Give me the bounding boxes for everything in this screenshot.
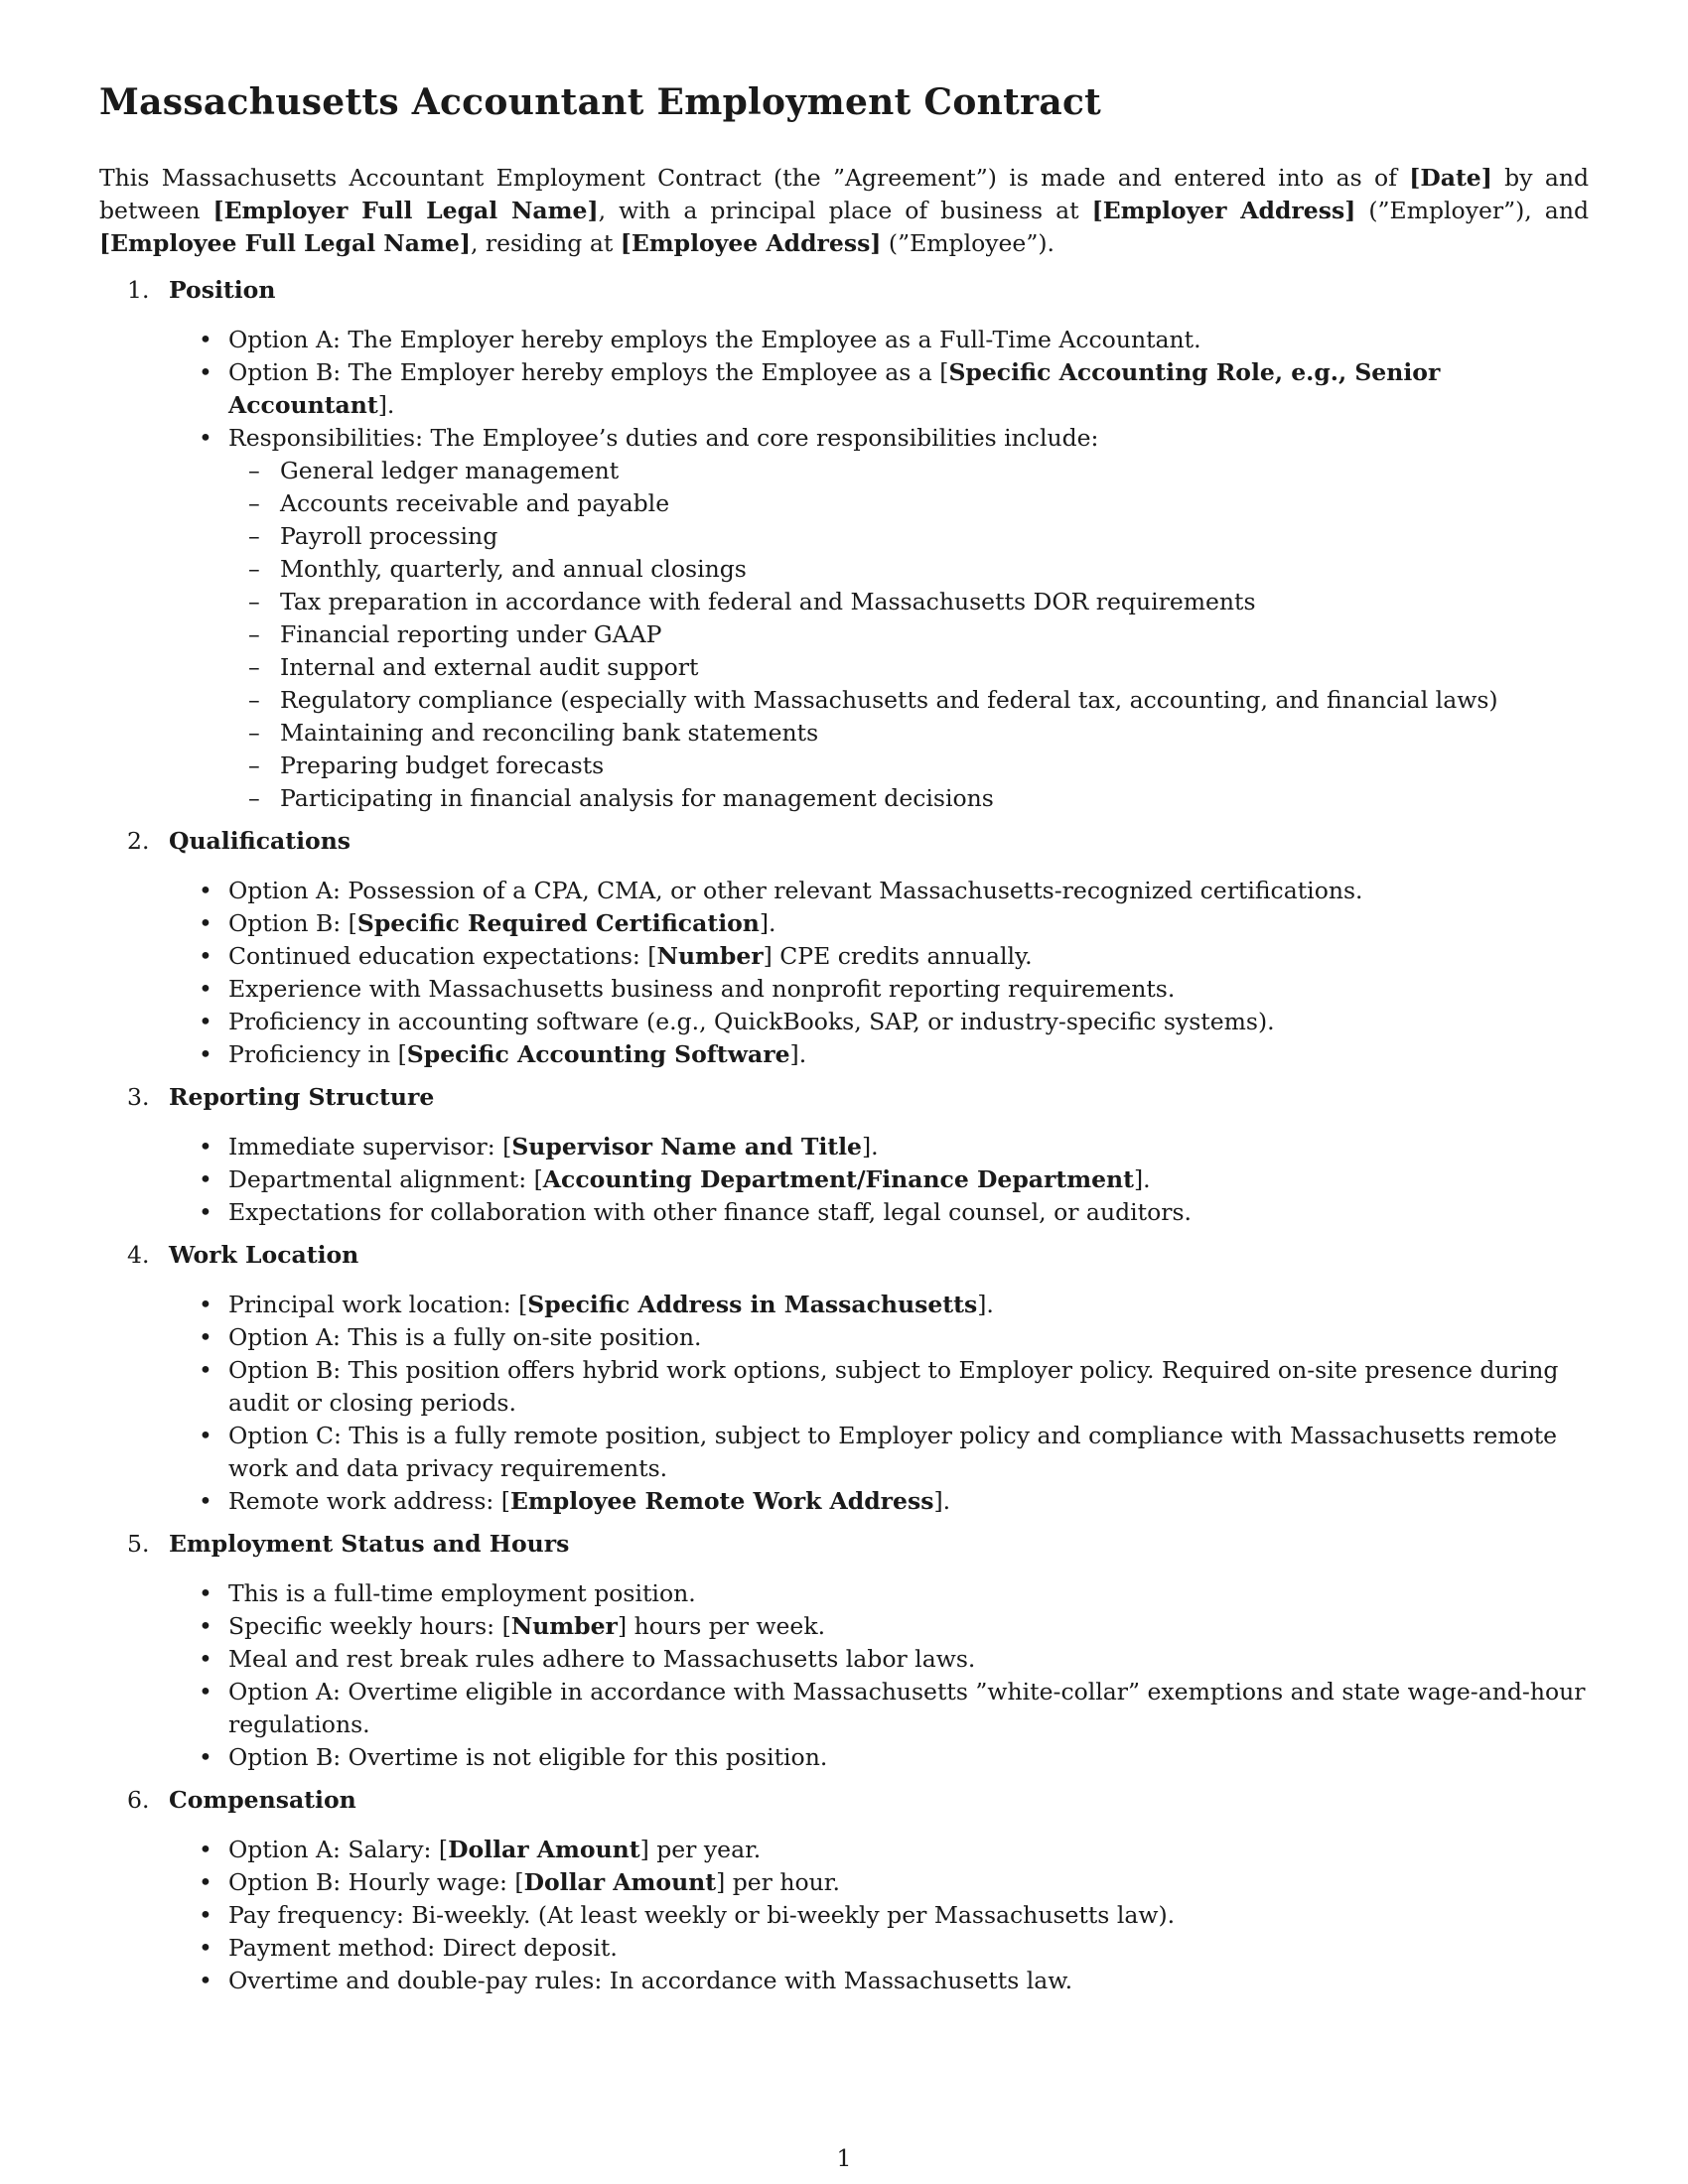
sub-item-text: Preparing budget forecasts bbox=[280, 751, 605, 780]
section bbox=[99, 825, 1589, 1071]
bullet-icon: • bbox=[199, 1422, 212, 1450]
section-items bbox=[99, 324, 1589, 815]
section-title: Employment Status and Hours bbox=[169, 1530, 570, 1559]
placeholder-field: Dollar Amount bbox=[448, 1836, 640, 1864]
sub-item-text: Financial reporting under GAAP bbox=[280, 620, 662, 649]
bullet-icon: • bbox=[199, 942, 212, 971]
section-number: 4. bbox=[127, 1241, 150, 1270]
intro-text: by and between bbox=[99, 164, 1590, 225]
dash-icon: – bbox=[248, 620, 260, 649]
item-text: Option B: The Employer hereby employs the Employee as a [ bbox=[228, 358, 949, 387]
dash-icon: – bbox=[248, 555, 260, 584]
item-text: ]. bbox=[759, 909, 776, 938]
bullet-icon: • bbox=[199, 1487, 212, 1516]
sub-item-text: Internal and external audit support bbox=[280, 653, 699, 682]
list-item bbox=[99, 1321, 1589, 1354]
list-item bbox=[99, 1866, 1589, 1899]
item-text: Option A: This is a fully on-site position. bbox=[228, 1323, 702, 1352]
item-text: Departmental alignment: [ bbox=[228, 1165, 543, 1194]
placeholder-field: Number bbox=[656, 942, 764, 971]
placeholder-field: Employee Remote Work Address bbox=[509, 1487, 934, 1516]
list-item bbox=[99, 1196, 1589, 1229]
placeholder-field: Dollar Amount bbox=[523, 1868, 717, 1897]
sub-items bbox=[228, 455, 1589, 815]
bullet-icon: • bbox=[199, 1291, 212, 1319]
sub-item bbox=[228, 487, 1589, 520]
placeholder-date: [Date] bbox=[1409, 164, 1492, 193]
section-number: 2. bbox=[127, 827, 150, 856]
item-text: Pay frequency: Bi-weekly. (At least weekly or bi-weekly per Massachusetts law). bbox=[228, 1901, 1176, 1930]
section bbox=[99, 1081, 1589, 1229]
item-text: ]. bbox=[977, 1291, 994, 1319]
page-number: 1 bbox=[836, 2144, 852, 2172]
bullet-icon: • bbox=[199, 1165, 212, 1194]
sub-item-text: Accounts receivable and payable bbox=[280, 489, 670, 518]
section-title: Compensation bbox=[169, 1786, 356, 1815]
placeholder-field: Specific Required Certification bbox=[356, 909, 760, 938]
bullet-icon: • bbox=[199, 326, 212, 354]
bullet-icon: • bbox=[199, 1678, 212, 1706]
item-text: Experience with Massachusetts business and nonprofit reporting requirements. bbox=[228, 975, 1176, 1004]
list-item bbox=[99, 1610, 1589, 1643]
list-item bbox=[99, 1485, 1589, 1518]
list-item bbox=[99, 1131, 1589, 1163]
section-number: 6. bbox=[127, 1786, 150, 1815]
dash-icon: – bbox=[248, 784, 260, 813]
bullet-icon: • bbox=[199, 1579, 212, 1608]
item-text: ]. bbox=[933, 1487, 951, 1516]
document-page bbox=[99, 81, 1589, 2007]
item-text: Proficiency in [ bbox=[228, 1040, 407, 1069]
bullet-icon: • bbox=[199, 424, 212, 453]
section bbox=[99, 1239, 1589, 1518]
item-text: Overtime and double-pay rules: In accordance with Massachusetts law. bbox=[228, 1967, 1073, 1995]
section-title: Work Location bbox=[169, 1241, 359, 1270]
intro-text: , with a principal place of business at bbox=[598, 197, 1092, 225]
sections-list bbox=[99, 274, 1589, 1997]
section bbox=[99, 1784, 1589, 1997]
sub-item-text: Payroll processing bbox=[280, 522, 498, 551]
placeholder-field: Number bbox=[510, 1612, 618, 1641]
list-item bbox=[99, 1163, 1589, 1196]
item-text: Responsibilities: The Employee’s duties and core responsibilities include: bbox=[228, 424, 1099, 453]
placeholder-employee-name: [Employee Full Legal Name] bbox=[99, 229, 471, 258]
list-item bbox=[99, 875, 1589, 907]
dash-icon: – bbox=[248, 719, 260, 748]
list-item bbox=[99, 324, 1589, 356]
section bbox=[99, 274, 1589, 815]
sub-item bbox=[228, 520, 1589, 553]
list-item bbox=[99, 1643, 1589, 1676]
item-text: This is a full-time employment position. bbox=[228, 1579, 696, 1608]
bullet-icon: • bbox=[199, 1133, 212, 1161]
bullet-icon: • bbox=[199, 909, 212, 938]
sub-item bbox=[228, 750, 1589, 782]
section-title: Reporting Structure bbox=[169, 1083, 435, 1112]
bullet-icon: • bbox=[199, 1198, 212, 1227]
sub-item bbox=[228, 618, 1589, 651]
section-number: 5. bbox=[127, 1530, 150, 1559]
section-title: Position bbox=[169, 276, 276, 305]
section bbox=[99, 1528, 1589, 1774]
list-item bbox=[99, 973, 1589, 1006]
sub-item-text: Regulatory compliance (especially with Massachusetts and federal tax, accounting, and financial laws) bbox=[280, 686, 1498, 715]
item-text: Immediate supervisor: [ bbox=[228, 1133, 512, 1161]
placeholder-field: Specific Accounting Software bbox=[406, 1040, 790, 1069]
bullet-icon: • bbox=[199, 1934, 212, 1963]
intro-text: , residing at bbox=[470, 229, 621, 258]
section-items bbox=[99, 1834, 1589, 1997]
section-number: 3. bbox=[127, 1083, 150, 1112]
bullet-icon: • bbox=[199, 975, 212, 1004]
section-items bbox=[99, 1131, 1589, 1229]
list-item bbox=[99, 1834, 1589, 1866]
list-item bbox=[99, 356, 1589, 422]
list-item bbox=[99, 422, 1589, 815]
sub-item bbox=[228, 553, 1589, 586]
dash-icon: – bbox=[248, 653, 260, 682]
intro-text: (”Employee”). bbox=[881, 229, 1055, 258]
document-title: Massachusetts Accountant Employment Contract bbox=[99, 81, 1102, 123]
item-text: ] per year. bbox=[639, 1836, 762, 1864]
list-item bbox=[99, 940, 1589, 973]
bullet-icon: • bbox=[199, 1743, 212, 1772]
list-item bbox=[99, 1899, 1589, 1932]
sub-item bbox=[228, 782, 1589, 815]
bullet-icon: • bbox=[199, 358, 212, 387]
placeholder-employer-address: [Employer Address] bbox=[1091, 197, 1356, 225]
sub-item-text: Tax preparation in accordance with federal and Massachusetts DOR requirements bbox=[280, 588, 1256, 616]
item-text: Specific weekly hours: [ bbox=[228, 1612, 511, 1641]
list-item bbox=[99, 1932, 1589, 1965]
bullet-icon: • bbox=[199, 1356, 212, 1385]
item-text: Option A: Overtime eligible in accordance with Massachusetts ”white-collar” exemptions and state wage-and-hour regulations. bbox=[228, 1678, 1586, 1739]
dash-icon: – bbox=[248, 751, 260, 780]
dash-icon: – bbox=[248, 457, 260, 485]
list-item bbox=[99, 1577, 1589, 1610]
section-number: 1. bbox=[127, 276, 150, 305]
item-text: Option B: Overtime is not eligible for this position. bbox=[228, 1743, 828, 1772]
sub-item-text: General ledger management bbox=[280, 457, 620, 485]
item-text: Principal work location: [ bbox=[228, 1291, 528, 1319]
list-item bbox=[99, 1676, 1589, 1741]
item-text: Proficiency in accounting software (e.g., QuickBooks, SAP, or industry-specific systems). bbox=[228, 1008, 1275, 1036]
section-title: Qualifications bbox=[169, 827, 352, 856]
intro-text: This Massachusetts Accountant Employment Contract (the ”Agreement”) is made and entered into as of bbox=[99, 164, 1410, 193]
item-text: Option A: The Employer hereby employs the Employee as a Full-Time Accountant. bbox=[228, 326, 1201, 354]
intro-text: (”Employer”), and bbox=[1355, 197, 1589, 225]
item-text: Option A: Possession of a CPA, CMA, or other relevant Massachusetts-recognized certifications. bbox=[228, 877, 1363, 905]
sub-item-text: Maintaining and reconciling bank statements bbox=[280, 719, 819, 748]
item-text: ] CPE credits annually. bbox=[763, 942, 1033, 971]
item-text: Option A: Salary: [ bbox=[228, 1836, 449, 1864]
item-text: Option C: This is a fully remote position, subject to Employer policy and compliance with Massachusetts remote work and data privacy requirements. bbox=[228, 1422, 1558, 1483]
item-text: Option B: Hourly wage: [ bbox=[228, 1868, 524, 1897]
item-text: Option B: This position offers hybrid work options, subject to Employer policy. Required on-site presence during audit or closing periods. bbox=[228, 1356, 1559, 1418]
bullet-icon: • bbox=[199, 1612, 212, 1641]
placeholder-field: Supervisor Name and Title bbox=[511, 1133, 862, 1161]
bullet-icon: • bbox=[199, 1008, 212, 1036]
intro-paragraph bbox=[99, 162, 1589, 260]
dash-icon: – bbox=[248, 522, 260, 551]
list-item bbox=[99, 1038, 1589, 1071]
placeholder-employer-name: [Employer Full Legal Name] bbox=[212, 197, 599, 225]
item-text: Expectations for collaboration with other finance staff, legal counsel, or auditors. bbox=[228, 1198, 1192, 1227]
item-text: Option B: [ bbox=[228, 909, 357, 938]
section-items bbox=[99, 1577, 1589, 1774]
list-item bbox=[99, 907, 1589, 940]
dash-icon: – bbox=[248, 686, 260, 715]
bullet-icon: • bbox=[199, 1323, 212, 1352]
item-text: Payment method: Direct deposit. bbox=[228, 1934, 618, 1963]
bullet-icon: • bbox=[199, 1868, 212, 1897]
item-text: ]. bbox=[861, 1133, 879, 1161]
item-text: ] hours per week. bbox=[617, 1612, 826, 1641]
placeholder-field: Specific Address in Massachusetts bbox=[527, 1291, 978, 1319]
list-item bbox=[99, 1354, 1589, 1420]
bullet-icon: • bbox=[199, 877, 212, 905]
item-text: ]. bbox=[789, 1040, 807, 1069]
section-items bbox=[99, 1289, 1589, 1518]
placeholder-employee-address: [Employee Address] bbox=[620, 229, 882, 258]
bullet-icon: • bbox=[199, 1836, 212, 1864]
sub-item bbox=[228, 717, 1589, 750]
list-item bbox=[99, 1420, 1589, 1485]
sub-item bbox=[228, 455, 1589, 487]
placeholder-field: Specific Accounting Role, e.g., Senior Accountant bbox=[228, 358, 1441, 420]
sub-item-text: Participating in financial analysis for management decisions bbox=[280, 784, 994, 813]
bullet-icon: • bbox=[199, 1645, 212, 1674]
sub-item bbox=[228, 684, 1589, 717]
item-text: Remote work address: [ bbox=[228, 1487, 510, 1516]
bullet-icon: • bbox=[199, 1967, 212, 1995]
list-item bbox=[99, 1741, 1589, 1774]
dash-icon: – bbox=[248, 588, 260, 616]
section-items bbox=[99, 875, 1589, 1071]
item-text: ]. bbox=[1133, 1165, 1151, 1194]
sub-item bbox=[228, 586, 1589, 618]
bullet-icon: • bbox=[199, 1040, 212, 1069]
item-text: Meal and rest break rules adhere to Massachusetts labor laws. bbox=[228, 1645, 976, 1674]
list-item bbox=[99, 1006, 1589, 1038]
list-item bbox=[99, 1289, 1589, 1321]
item-text: ]. bbox=[377, 391, 395, 420]
bullet-icon: • bbox=[199, 1901, 212, 1930]
list-item bbox=[99, 1965, 1589, 1997]
item-text: Continued education expectations: [ bbox=[228, 942, 657, 971]
item-text: ] per hour. bbox=[716, 1868, 840, 1897]
sub-item bbox=[228, 651, 1589, 684]
dash-icon: – bbox=[248, 489, 260, 518]
sub-item-text: Monthly, quarterly, and annual closings bbox=[280, 555, 747, 584]
placeholder-field: Accounting Department/Finance Department bbox=[542, 1165, 1134, 1194]
